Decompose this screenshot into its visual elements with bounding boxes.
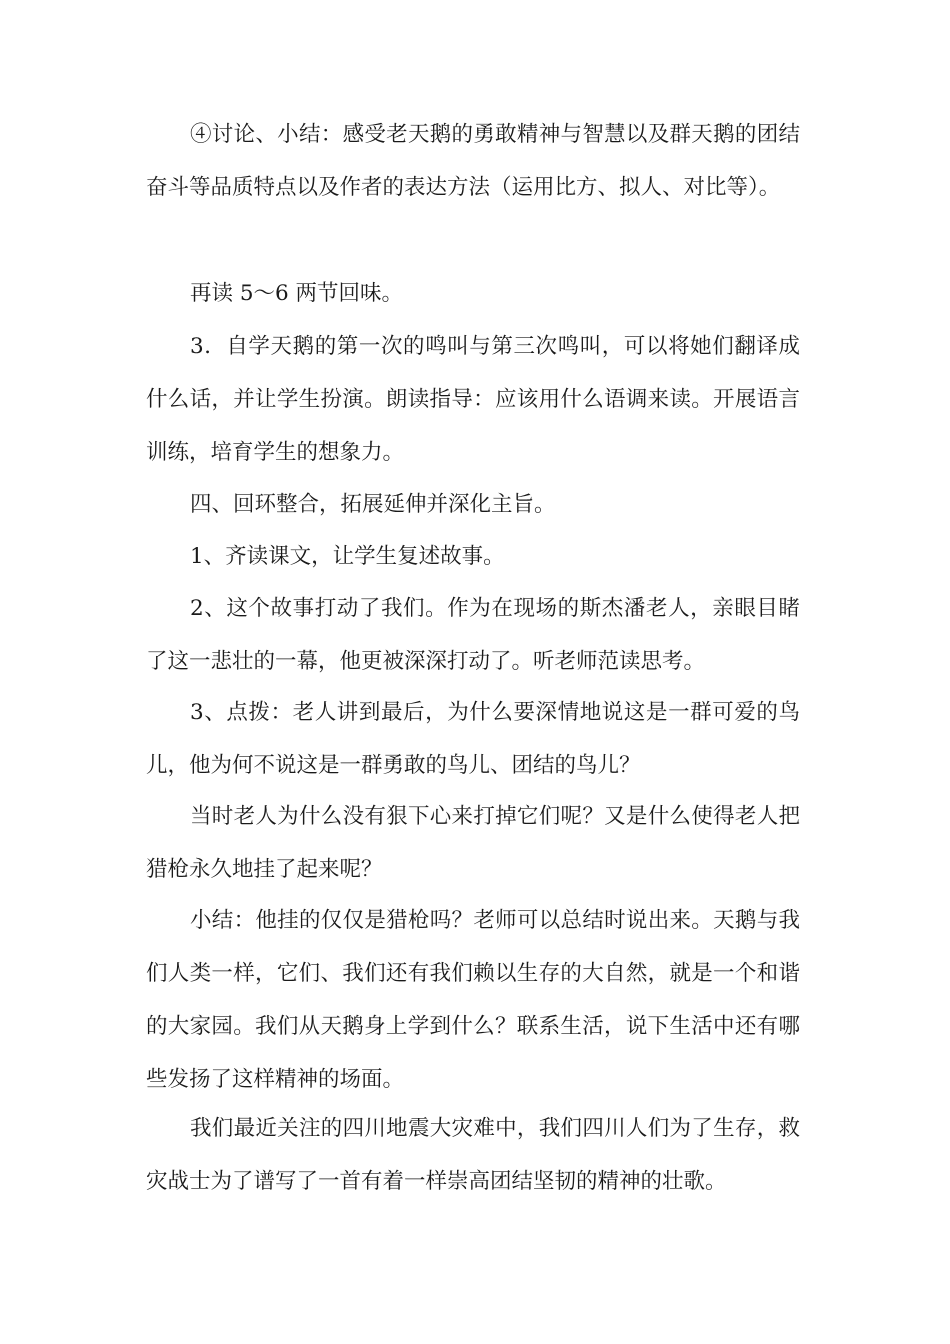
paragraph-old-man-question: 当时老人为什么没有狠下心来打掉它们呢？又是什么使得老人把猎枪永久地挂了起来呢？ bbox=[146, 804, 800, 882]
paragraph-sichuan-earthquake: 我们最近关注的四川地震大灾难中，我们四川人们为了生存，救灾战士为了谱写了一首有着一样崇高团结坚韧的精神的壮歌。 bbox=[146, 1116, 800, 1194]
paragraph-read-aloud: 1、齐读课文，让学生复述故事。 bbox=[190, 544, 505, 569]
paragraph-discussion-summary: ④讨论、小结：感受老天鹅的勇敢精神与智慧以及群天鹅的团结奋斗等品质特点以及作者的表达方法（运用比方、拟人、对比等）。 bbox=[146, 122, 800, 200]
paragraph-story-moved-us: 2、这个故事打动了我们。作为在现场的斯杰潘老人，亲眼目睹了这一悲壮的一幕，他更被深深打动了。听老师范读思考。 bbox=[146, 596, 800, 674]
paragraph-guidance: 3、点拨：老人讲到最后，为什么要深情地说这是一群可爱的鸟儿，他为何不说这是一群勇敢的鸟儿、团结的鸟儿？ bbox=[146, 700, 800, 778]
paragraph-section-four-heading: 四、回环整合，拓展延伸并深化主旨。 bbox=[190, 492, 556, 517]
paragraph-self-study-calls: 3．自学天鹅的第一次的鸣叫与第三次鸣叫，可以将她们翻译成什么话，并让学生扮演。朗读指导：应该用什么语调来读。开展语言训练，培育学生的想象力。 bbox=[146, 334, 800, 465]
paragraph-reread: 再读 5～6 两节回味。 bbox=[190, 281, 404, 306]
paragraph-summary: 小结：他挂的仅仅是猎枪吗？老师可以总结时说出来。天鹅与我们人类一样，它们、我们还有我们赖以生存的大自然，就是一个和谐的大家园。我们从天鹅身上学到什么？联系生活，说下生活中还有哪些发扬了这样精神的场面。 bbox=[146, 908, 800, 1092]
